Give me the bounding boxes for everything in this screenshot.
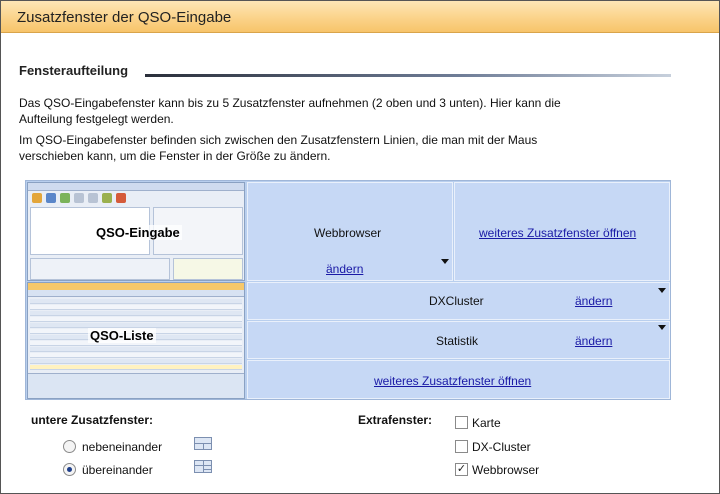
toolbar-icon <box>60 193 70 203</box>
radio-label-uebereinander[interactable]: übereinander <box>82 463 153 477</box>
toolbar-icon <box>46 193 56 203</box>
qso-liste-thumbnail <box>27 282 245 399</box>
side-by-side-layout-icon <box>194 437 212 450</box>
change-bottom-window-1-link[interactable]: ändern <box>575 294 613 308</box>
description-paragraph-2 <box>19 132 679 164</box>
thumb-list-row <box>30 353 242 358</box>
thumb-list-row <box>30 311 242 316</box>
radio-uebereinander[interactable] <box>63 463 76 476</box>
radio-nebeneinander[interactable] <box>63 440 76 453</box>
toolbar-icon <box>102 193 112 203</box>
qso-liste-label: QSO-Liste <box>90 328 154 343</box>
section-title: Fensteraufteilung <box>19 63 129 78</box>
thumb-list-header <box>28 283 244 290</box>
thumb-list-row <box>30 305 242 310</box>
bottom-window-1-title: DXCluster <box>429 294 484 308</box>
top-window-1 <box>247 182 453 281</box>
description-line: verschieben kann, um die Fenster in der Größe zu ändern. <box>19 149 331 163</box>
toolbar-icon <box>32 193 42 203</box>
dropdown-arrow-icon[interactable] <box>658 325 666 330</box>
thumb-list-row <box>30 365 242 370</box>
section-divider <box>145 74 671 77</box>
bottom-window-2 <box>247 321 670 359</box>
bottom-window-1 <box>247 282 670 320</box>
top-window-1-title: Webbrowser <box>314 226 382 240</box>
window-layout-preview <box>25 180 671 400</box>
checkbox-label-karte[interactable]: Karte <box>472 416 501 430</box>
checkbox-webbrowser[interactable] <box>455 463 468 476</box>
thumb-list-columns <box>28 290 244 297</box>
qso-eingabe-thumbnail <box>27 182 245 281</box>
extra-windows-title: Extrafenster: <box>358 413 433 427</box>
checkbox-label-dx-cluster[interactable]: DX-Cluster <box>472 440 531 454</box>
bottom-window-2-title: Statistik <box>436 334 479 348</box>
thumb-menubar <box>28 183 244 191</box>
checkbox-label-webbrowser[interactable]: Webbrowser <box>472 463 540 477</box>
top-window-2 <box>454 182 670 281</box>
description-line: Im QSO-Eingabefenster befinden sich zwischen den Zusatzfenstern Linien, die man mit der Maus <box>19 133 538 147</box>
change-bottom-window-2-link[interactable]: ändern <box>575 334 613 348</box>
description-line: Aufteilung festgelegt werden. <box>19 112 174 126</box>
qso-eingabe-label: QSO-Eingabe <box>96 225 180 240</box>
open-additional-window-bottom-link[interactable]: weiteres Zusatzfenster öffnen <box>374 374 532 388</box>
thumb-notes <box>173 258 243 280</box>
dropdown-arrow-icon[interactable] <box>441 259 449 264</box>
window-title: Zusatzfenster der QSO-Eingabe <box>17 9 232 26</box>
thumb-list-row <box>30 317 242 322</box>
change-top-window-1-link[interactable]: ändern <box>326 262 364 276</box>
checkbox-karte[interactable] <box>455 416 468 429</box>
description-paragraph-1 <box>19 95 679 127</box>
toolbar-icon <box>116 193 126 203</box>
description-line: Das QSO-Eingabefenster kann bis zu 5 Zusatzfenster aufnehmen (2 oben und 3 unten). Hier kann die <box>19 96 561 110</box>
title-bar <box>1 1 719 33</box>
thumb-list-row <box>30 359 242 364</box>
dropdown-arrow-icon[interactable] <box>658 288 666 293</box>
radio-label-nebeneinander[interactable]: nebeneinander <box>82 440 163 454</box>
lower-windows-title: untere Zusatzfenster: <box>31 413 154 427</box>
stacked-layout-icon <box>194 460 212 473</box>
open-additional-window-top-link[interactable]: weiteres Zusatzfenster öffnen <box>479 226 637 240</box>
toolbar-icon <box>88 193 98 203</box>
thumb-list-toolbar <box>28 373 244 399</box>
checkmark-icon: ✓ <box>456 463 467 475</box>
thumb-list-row <box>30 299 242 304</box>
toolbar-icon <box>74 193 84 203</box>
checkbox-dx-cluster[interactable] <box>455 440 468 453</box>
thumb-info <box>30 258 170 280</box>
bottom-window-3 <box>247 360 670 399</box>
thumb-list-row <box>30 347 242 352</box>
